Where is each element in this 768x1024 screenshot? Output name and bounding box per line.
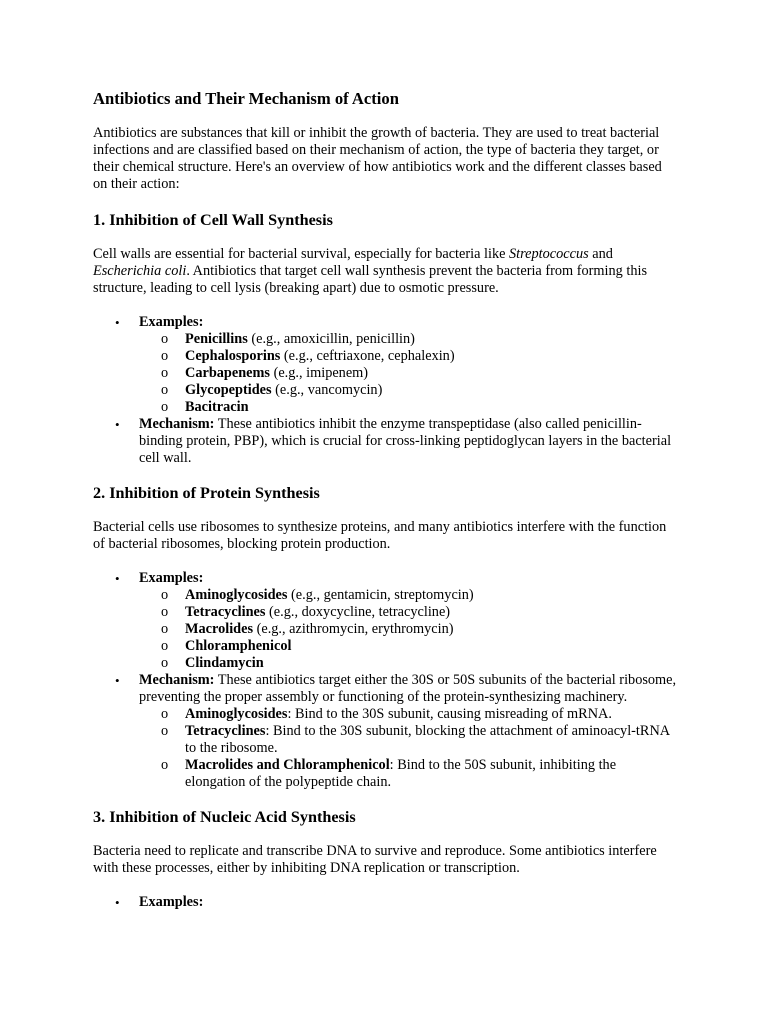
mechanism-label: Mechanism: (139, 672, 215, 688)
drug-class-name: Aminoglycosides (185, 587, 288, 603)
mechanism-text: These antibiotics inhibit the enzyme transpeptidase (also called penicillin-binding protein, PBP), which is crucial for cross-linking peptidoglycan layers in the bacterial cell wall. (139, 416, 672, 466)
text-run: Cell walls are essential for bacterial survival, especially for bacteria like (93, 246, 510, 262)
section-heading-protein-synthesis: 2. Inhibition of Protein Synthesis (93, 484, 320, 502)
bullet-item-examples (93, 314, 678, 416)
drug-class-detail: (e.g., gentamicin, streptomycin) (287, 587, 474, 603)
list-item (139, 382, 678, 399)
italic-term: Streptococcus (509, 246, 589, 262)
list-item (139, 638, 678, 655)
drug-class-detail: (e.g., azithromycin, erythromycin) (253, 621, 454, 637)
intro-paragraph: Antibiotics are substances that kill or inhibit the growth of bacteria. They are used to treat bacterial infections and are classified based on their mechanism of action, the type of bacteria they target, or their chemical structure. Here's an overview of how antibiotics work and the different classes based on their action: (93, 125, 662, 192)
bullet-item-examples (93, 570, 678, 672)
list-item (139, 331, 678, 348)
section-paragraph-nucleic-acid: Bacteria need to replicate and transcribe DNA to survive and reproduce. Some antibiotics interfere with these processes, either by inhibiting DNA replication or transcription. (93, 843, 657, 876)
bullet-list (93, 570, 678, 791)
sub-list (139, 587, 678, 672)
mechanism-detail: : Bind to the 50S subunit, inhibiting the elongation of the polypeptide chain. (185, 757, 617, 790)
bullet-item-mechanism (93, 672, 678, 791)
mechanism-detail: : Bind to the 30S subunit, blocking the attachment of aminoacyl-tRNA to the ribosome. (185, 723, 670, 756)
sub-list (139, 331, 678, 416)
drug-class-name: Macrolides and Chloramphenicol (185, 757, 390, 773)
drug-class-detail: (e.g., ceftriaxone, cephalexin) (280, 348, 455, 364)
list-item (139, 706, 678, 723)
examples-label: Examples: (139, 894, 204, 910)
drug-class-name: Glycopeptides (185, 382, 272, 398)
bullet-list (93, 314, 678, 467)
list-item (139, 365, 678, 382)
drug-class-name: Cephalosporins (185, 348, 281, 364)
sub-list (139, 706, 678, 791)
drug-class-name: Aminoglycosides (185, 706, 288, 722)
drug-class-detail: (e.g., imipenem) (270, 365, 369, 381)
list-item (139, 757, 678, 791)
text-run: . Antibiotics that target cell wall synthesis prevent the bacteria from forming this structure, leading to cell lysis (breaking apart) due to osmotic pressure. (93, 263, 648, 296)
drug-class-detail: (e.g., amoxicillin, penicillin) (247, 331, 415, 347)
drug-class-name: Chloramphenicol (185, 638, 292, 654)
list-item (139, 655, 678, 672)
examples-label: Examples: (139, 570, 204, 586)
drug-class-detail: (e.g., vancomycin) (271, 382, 383, 398)
bullet-item-examples (93, 894, 678, 911)
document-body (93, 89, 678, 927)
drug-class-name: Carbapenems (185, 365, 270, 381)
list-item (139, 723, 678, 757)
drug-class-name: Clindamycin (185, 655, 264, 671)
document-title: Antibiotics and Their Mechanism of Action (93, 89, 399, 108)
mechanism-text: These antibiotics target either the 30S or 50S subunits of the bacterial ribosome, preventing the proper assembly or functioning of the protein-synthesizing machinery. (139, 672, 677, 705)
list-item (139, 587, 678, 604)
examples-label: Examples: (139, 314, 204, 330)
drug-class-name: Penicillins (185, 331, 248, 347)
mechanism-detail: : Bind to the 30S subunit, causing misreading of mRNA. (287, 706, 612, 722)
list-item (139, 621, 678, 638)
drug-class-name: Macrolides (185, 621, 254, 637)
mechanism-label: Mechanism: (139, 416, 215, 432)
section-heading-nucleic-acid: 3. Inhibition of Nucleic Acid Synthesis (93, 808, 356, 826)
list-item (139, 604, 678, 621)
italic-term: Escherichia coli (93, 263, 187, 279)
section-paragraph-protein-synthesis: Bacterial cells use ribosomes to synthesize proteins, and many antibiotics interfere with the function of bacterial ribosomes, blocking protein production. (93, 519, 667, 552)
list-item (139, 399, 678, 416)
section-heading-cell-wall: 1. Inhibition of Cell Wall Synthesis (93, 211, 333, 229)
bullet-list (93, 894, 678, 911)
section-paragraph-cell-wall (93, 246, 678, 297)
list-item (139, 348, 678, 365)
drug-class-name: Bacitracin (185, 399, 249, 415)
drug-class-name: Tetracyclines (185, 723, 266, 739)
drug-class-detail: (e.g., doxycycline, tetracycline) (265, 604, 451, 620)
bullet-item-mechanism (93, 416, 678, 467)
drug-class-name: Tetracyclines (185, 604, 266, 620)
text-run: and (588, 246, 613, 262)
